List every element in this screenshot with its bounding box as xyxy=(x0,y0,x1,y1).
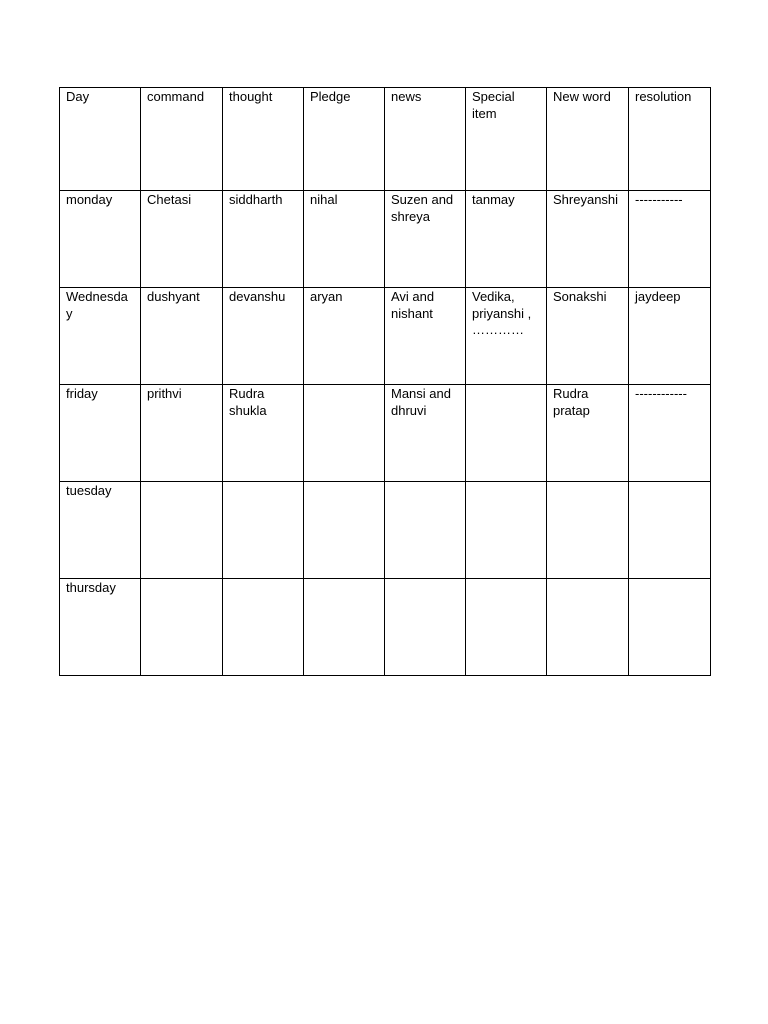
table-cell: nihal xyxy=(304,191,385,288)
table-cell xyxy=(304,579,385,676)
table-row xyxy=(60,482,711,579)
table-cell: Wednesday xyxy=(60,288,141,385)
table-cell xyxy=(466,385,547,482)
table-cell xyxy=(466,579,547,676)
table-cell xyxy=(223,579,304,676)
table-cell: thursday xyxy=(60,579,141,676)
table-cell: Chetasi xyxy=(141,191,223,288)
table-cell xyxy=(466,482,547,579)
table-cell xyxy=(385,579,466,676)
table-cell xyxy=(547,579,629,676)
table-cell: Avi and nishant xyxy=(385,288,466,385)
table-cell xyxy=(547,482,629,579)
table-cell: Rudra shukla xyxy=(223,385,304,482)
table-row xyxy=(60,191,711,288)
header-cell-day: Day xyxy=(60,88,141,191)
table-cell: Vedika, priyanshi , ………… xyxy=(466,288,547,385)
header-cell-command: command xyxy=(141,88,223,191)
table-cell: jaydeep xyxy=(629,288,711,385)
table-cell xyxy=(141,482,223,579)
table-cell: dushyant xyxy=(141,288,223,385)
table-cell: monday xyxy=(60,191,141,288)
table-cell: Shreyanshi xyxy=(547,191,629,288)
table-cell xyxy=(629,482,711,579)
header-cell-resolution: resolution xyxy=(629,88,711,191)
table-cell xyxy=(141,579,223,676)
table-cell xyxy=(304,482,385,579)
table-cell: Mansi and dhruvi xyxy=(385,385,466,482)
header-cell-thought: thought xyxy=(223,88,304,191)
table-cell: tuesday xyxy=(60,482,141,579)
table-row xyxy=(60,385,711,482)
table-row xyxy=(60,288,711,385)
table-cell: friday xyxy=(60,385,141,482)
table-cell: prithvi xyxy=(141,385,223,482)
table-cell xyxy=(629,579,711,676)
header-cell-news: news xyxy=(385,88,466,191)
header-cell-pledge: Pledge xyxy=(304,88,385,191)
table-cell: siddharth xyxy=(223,191,304,288)
table-cell: Sonakshi xyxy=(547,288,629,385)
table-cell: devanshu xyxy=(223,288,304,385)
table-header-row xyxy=(60,88,711,191)
table-cell: Rudra pratap xyxy=(547,385,629,482)
table-cell xyxy=(304,385,385,482)
header-cell-new-word: New word xyxy=(547,88,629,191)
table-cell: ----------- xyxy=(629,191,711,288)
header-cell-special-item: Special item xyxy=(466,88,547,191)
table-cell: Suzen and shreya xyxy=(385,191,466,288)
table-cell: aryan xyxy=(304,288,385,385)
table-row xyxy=(60,579,711,676)
table-cell xyxy=(223,482,304,579)
table-cell xyxy=(385,482,466,579)
schedule-table xyxy=(59,87,711,676)
table-cell: ------------ xyxy=(629,385,711,482)
table-cell: tanmay xyxy=(466,191,547,288)
